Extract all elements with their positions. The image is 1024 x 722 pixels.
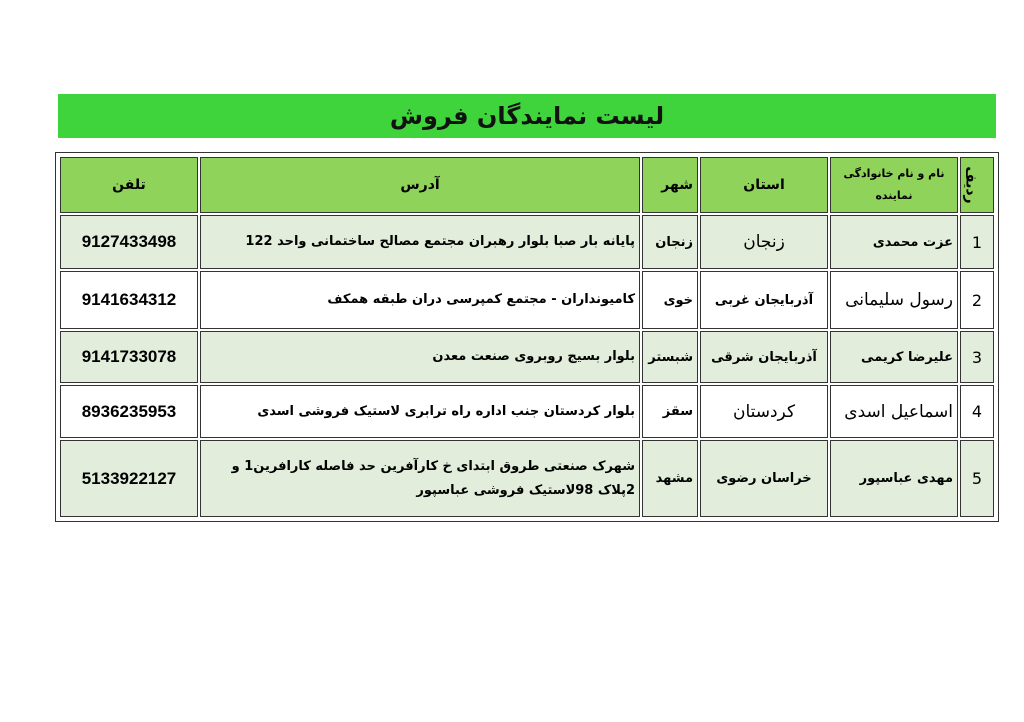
province: زنجان	[700, 215, 828, 269]
phone: 5133922127	[60, 440, 198, 517]
address	[200, 440, 640, 517]
header-name: نام و نام خانوادگی نماینده	[830, 157, 958, 213]
table-row	[60, 271, 994, 329]
address: کامیونداران - مجتمع کمپرسی دران طبقه همکف	[200, 271, 640, 329]
phone: 8936235953	[60, 385, 198, 438]
representatives-table-frame	[55, 152, 999, 522]
representatives-table	[58, 155, 996, 519]
rep-name: مهدی عباسپور	[830, 440, 958, 517]
row-number: 1	[960, 215, 994, 269]
rep-name: عزت محمدی	[830, 215, 958, 269]
address: بلوار بسیج روبروی صنعت معدن	[200, 331, 640, 383]
header-row-number: ردیف	[960, 157, 994, 213]
province: خراسان رضوی	[700, 440, 828, 517]
province: کردستان	[700, 385, 828, 438]
page-title: لیست نمایندگان فروش	[389, 102, 665, 130]
phone: 9141733078	[60, 331, 198, 383]
table-row	[60, 385, 994, 438]
header-province: استان	[700, 157, 828, 213]
city: مشهد	[642, 440, 698, 517]
rep-name: علیرضا کریمی	[830, 331, 958, 383]
city: زنجان	[642, 215, 698, 269]
table-row	[60, 215, 994, 269]
address-line: شهرک صنعتی طروق ابتدای خ کارآفرین حد فاصله کارافرین1 و	[231, 458, 635, 474]
row-number: 5	[960, 440, 994, 517]
table-row	[60, 440, 994, 517]
city: خوی	[642, 271, 698, 329]
header-address: آدرس	[200, 157, 640, 213]
city: سقز	[642, 385, 698, 438]
row-number: 3	[960, 331, 994, 383]
address: بلوار کردستان جنب اداره راه ترابری لاستیک فروشی اسدی	[200, 385, 640, 438]
rep-name: اسماعیل اسدی	[830, 385, 958, 438]
province: آذربایجان شرقی	[700, 331, 828, 383]
address-line: 2پلاک 98لاستیک فروشی عباسپور	[416, 482, 635, 498]
header-phone: تلفن	[60, 157, 198, 213]
rep-name: رسول سلیمانی	[830, 271, 958, 329]
header-city: شهر	[642, 157, 698, 213]
city: شبستر	[642, 331, 698, 383]
phone: 9127433498	[60, 215, 198, 269]
row-number: 4	[960, 385, 994, 438]
row-number: 2	[960, 271, 994, 329]
table-row	[60, 331, 994, 383]
province: آذربایجان غربی	[700, 271, 828, 329]
title-banner	[58, 94, 996, 138]
table-header-row	[60, 157, 994, 213]
phone: 9141634312	[60, 271, 198, 329]
address: پایانه بار صبا بلوار رهبران مجتمع مصالح ساختمانی واحد 122	[200, 215, 640, 269]
